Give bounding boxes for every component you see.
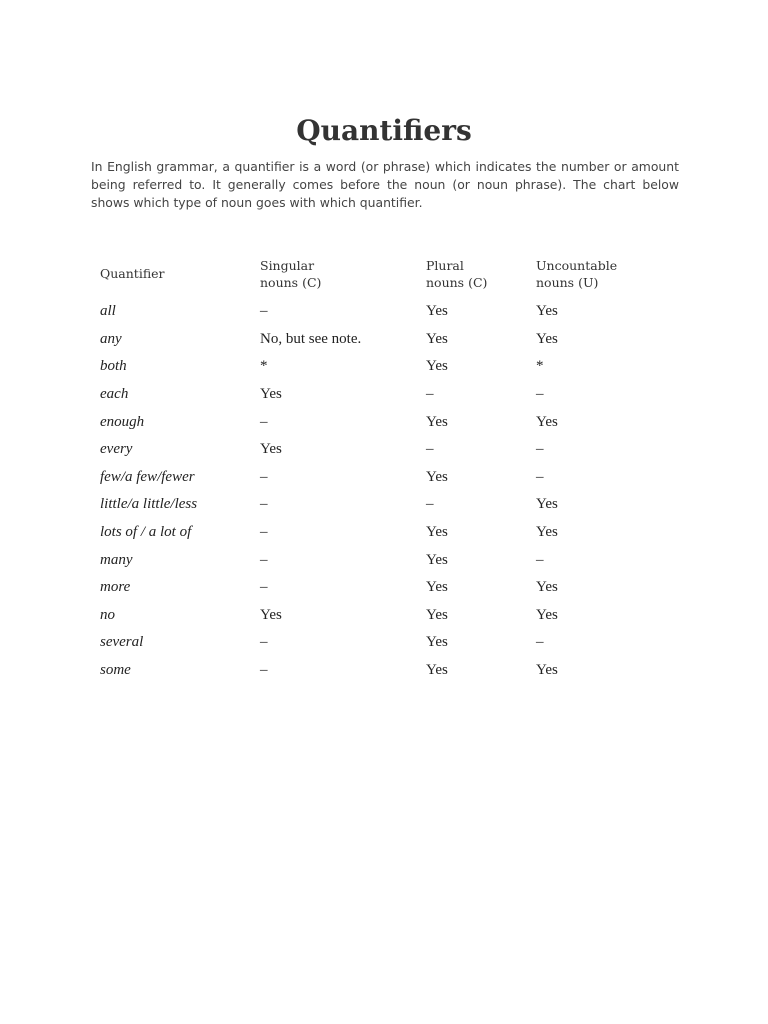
table-row (92, 381, 664, 409)
header-uncountable-line2: nouns (U) (536, 275, 599, 290)
plural-cell: Yes (426, 579, 448, 596)
quantifier-cell: few/a few/fewer (100, 468, 195, 485)
singular-cell: – (260, 303, 268, 320)
quantifier-cell: more (100, 579, 131, 596)
header-plural-line2: nouns (C) (426, 275, 488, 290)
header-quantifier (92, 252, 252, 298)
uncountable-cell: – (536, 386, 544, 403)
uncountable-cell: Yes (536, 330, 558, 347)
singular-cell: – (260, 524, 268, 541)
table-row (92, 546, 664, 574)
table-row (92, 464, 664, 492)
plural-cell: Yes (426, 413, 448, 430)
plural-cell: Yes (426, 606, 448, 623)
header-singular-line2: nouns (C) (260, 275, 322, 290)
quantifier-cell: enough (100, 413, 145, 430)
plural-cell: – (426, 386, 434, 403)
plural-cell: – (426, 441, 434, 458)
table-row (92, 326, 664, 354)
uncountable-cell: Yes (536, 303, 558, 320)
singular-cell: – (260, 634, 268, 651)
uncountable-cell: * (536, 358, 544, 375)
table-row (92, 602, 664, 630)
header-uncountable (528, 252, 664, 298)
table-row (92, 298, 664, 326)
quantifier-cell: some (100, 662, 131, 679)
uncountable-cell: Yes (536, 606, 558, 623)
plural-cell: Yes (426, 551, 448, 568)
singular-cell: * (260, 358, 268, 375)
table-row (92, 574, 664, 602)
singular-cell: Yes (260, 441, 282, 458)
header-quantifier-label: Quantifier (100, 266, 165, 282)
quantifier-cell: any (100, 330, 122, 347)
header-uncountable-line1: Uncountable (536, 257, 618, 273)
singular-cell: – (260, 413, 268, 430)
plural-cell: Yes (426, 468, 448, 485)
intro-paragraph: In English grammar, a quantifier is a word (or phrase) which indicates the number or amount being referred to. It generally comes before the noun (or noun phrase). The chart below shows which type of noun goes with which quantifier. (91, 159, 679, 210)
plural-cell: – (426, 496, 434, 513)
table-row (92, 519, 664, 547)
uncountable-cell: Yes (536, 579, 558, 596)
plural-cell: Yes (426, 303, 448, 320)
table-row (92, 629, 664, 657)
page-title: Quantifiers (296, 114, 472, 147)
singular-cell: – (260, 662, 268, 679)
plural-cell: Yes (426, 634, 448, 651)
plural-cell: Yes (426, 662, 448, 679)
plural-cell: Yes (426, 330, 448, 347)
plural-cell: Yes (426, 524, 448, 541)
quantifier-cell: no (100, 606, 115, 623)
uncountable-cell: – (536, 634, 544, 651)
quantifier-cell: both (100, 358, 127, 375)
singular-cell: – (260, 496, 268, 513)
quantifier-cell: little/a little/less (100, 496, 198, 513)
singular-cell: – (260, 579, 268, 596)
header-plural (418, 252, 528, 298)
header-plural-line1: Plural (426, 257, 464, 273)
quantifier-table (92, 252, 664, 684)
table-row (92, 491, 664, 519)
uncountable-cell: Yes (536, 524, 558, 541)
header-singular-line1: Singular (260, 257, 315, 273)
singular-cell: Yes (260, 386, 282, 403)
singular-cell: No, but see note. (260, 330, 362, 347)
uncountable-cell: – (536, 468, 544, 485)
plural-cell: Yes (426, 358, 448, 375)
table-row (92, 408, 664, 436)
singular-cell: Yes (260, 606, 282, 623)
table-header-row (92, 252, 664, 298)
uncountable-cell: Yes (536, 413, 558, 430)
uncountable-cell: Yes (536, 496, 558, 513)
quantifier-cell: each (100, 386, 129, 403)
quantifier-cell: all (100, 303, 116, 320)
header-singular (252, 252, 418, 298)
uncountable-cell: Yes (536, 662, 558, 679)
singular-cell: – (260, 468, 268, 485)
table-row (92, 436, 664, 464)
table-row (92, 657, 664, 685)
quantifier-cell: lots of / a lot of (100, 524, 192, 541)
uncountable-cell: – (536, 441, 544, 458)
quantifier-cell: several (100, 634, 144, 651)
quantifier-cell: many (100, 551, 133, 568)
singular-cell: – (260, 551, 268, 568)
quantifier-cell: every (100, 441, 133, 458)
table-row (92, 353, 664, 381)
uncountable-cell: – (536, 551, 544, 568)
